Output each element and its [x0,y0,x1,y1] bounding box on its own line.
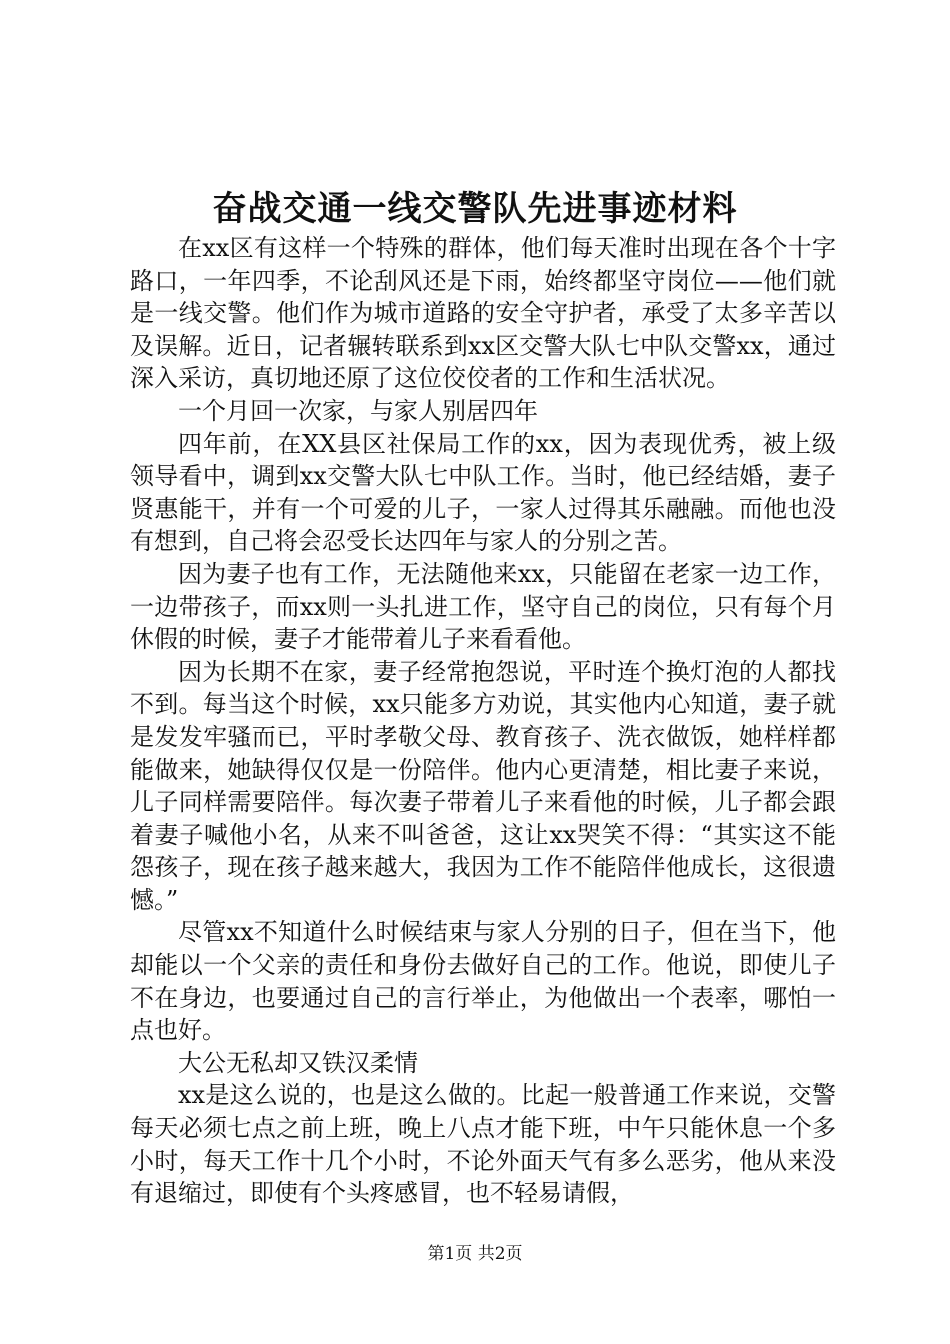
paragraph: xx是这么说的，也是这么做的。比起一般普通工作来说，交警每天必须七点之前上班，晚上八点才能下班，中午只能休息一个多小时，每天工作十几个小时，不论外面天气有多么恶劣，他从来没有退缩过，即使有个头疼感冒，也不轻易请假， [130,1081,836,1208]
page-number: 第1页 [427,1244,473,1264]
paragraph: 因为长期不在家，妻子经常抱怨说，平时连个换灯泡的人都找不到。每当这个时候，xx只能多方劝说，其实他内心知道，妻子就是发发牢骚而已，平时孝敬父母、教育孩子、洗衣做饭，她样样都能做来，她缺得仅仅是一份陪伴。他内心更清楚，相比妻子来说，儿子同样需要陪伴。每次妻子带着儿子来看他的时候，儿子都会跟着妻子喊他小名，从来不叫爸爸，这让xx哭笑不得：“其实这不能怨孩子，现在孩子越来越大，我因为工作不能陪伴他成长，这很遗憾。” [130,657,836,914]
page-total: 共2页 [477,1244,523,1264]
section-heading-selfless: 大公无私却又铁汉柔情 [178,1048,418,1077]
document-body [130,232,836,1210]
paragraph-intro: 在xx区有这样一个特殊的群体，他们每天准时出现在各个十字路口，一年四季，不论刮风还是下雨，始终都坚守岗位——他们就是一线交警。他们作为城市道路的安全守护者，承受了太多辛苦以及误解。近日，记者辗转联系到xx区交警大队七中队交警xx，通过深入采访，真切地还原了这位佼佼者的工作和生活状况。 [130,234,836,393]
paragraph: 因为妻子也有工作，无法随他来xx，只能留在老家一边工作，一边带孩子，而xx则一头扎进工作，坚守自己的岗位，只有每个月休假的时候，妻子才能带着儿子来看看他。 [130,559,836,654]
paragraph: 尽管xx不知道什么时候结束与家人分别的日子，但在当下，他却能以一个父亲的责任和身份去做好自己的工作。他说，即使儿子不在身边，也要通过自己的言行举止，为他做出一个表率，哪怕一点也好。 [130,918,836,1045]
page-footer [0,1243,950,1265]
document-title: 奋战交通一线交警队先进事迹材料 [212,189,738,229]
section-heading-family: 一个月回一次家，与家人别居四年 [178,396,538,425]
paragraph: 四年前，在XX县区社保局工作的xx，因为表现优秀，被上级领导看中，调到xx交警大队七中队工作。当时，他已经结婚，妻子贤惠能干，并有一个可爱的儿子，一家人过得其乐融融。而他也没有想到，自己将会忍受长达四年与家人的分别之苦。 [130,429,836,556]
